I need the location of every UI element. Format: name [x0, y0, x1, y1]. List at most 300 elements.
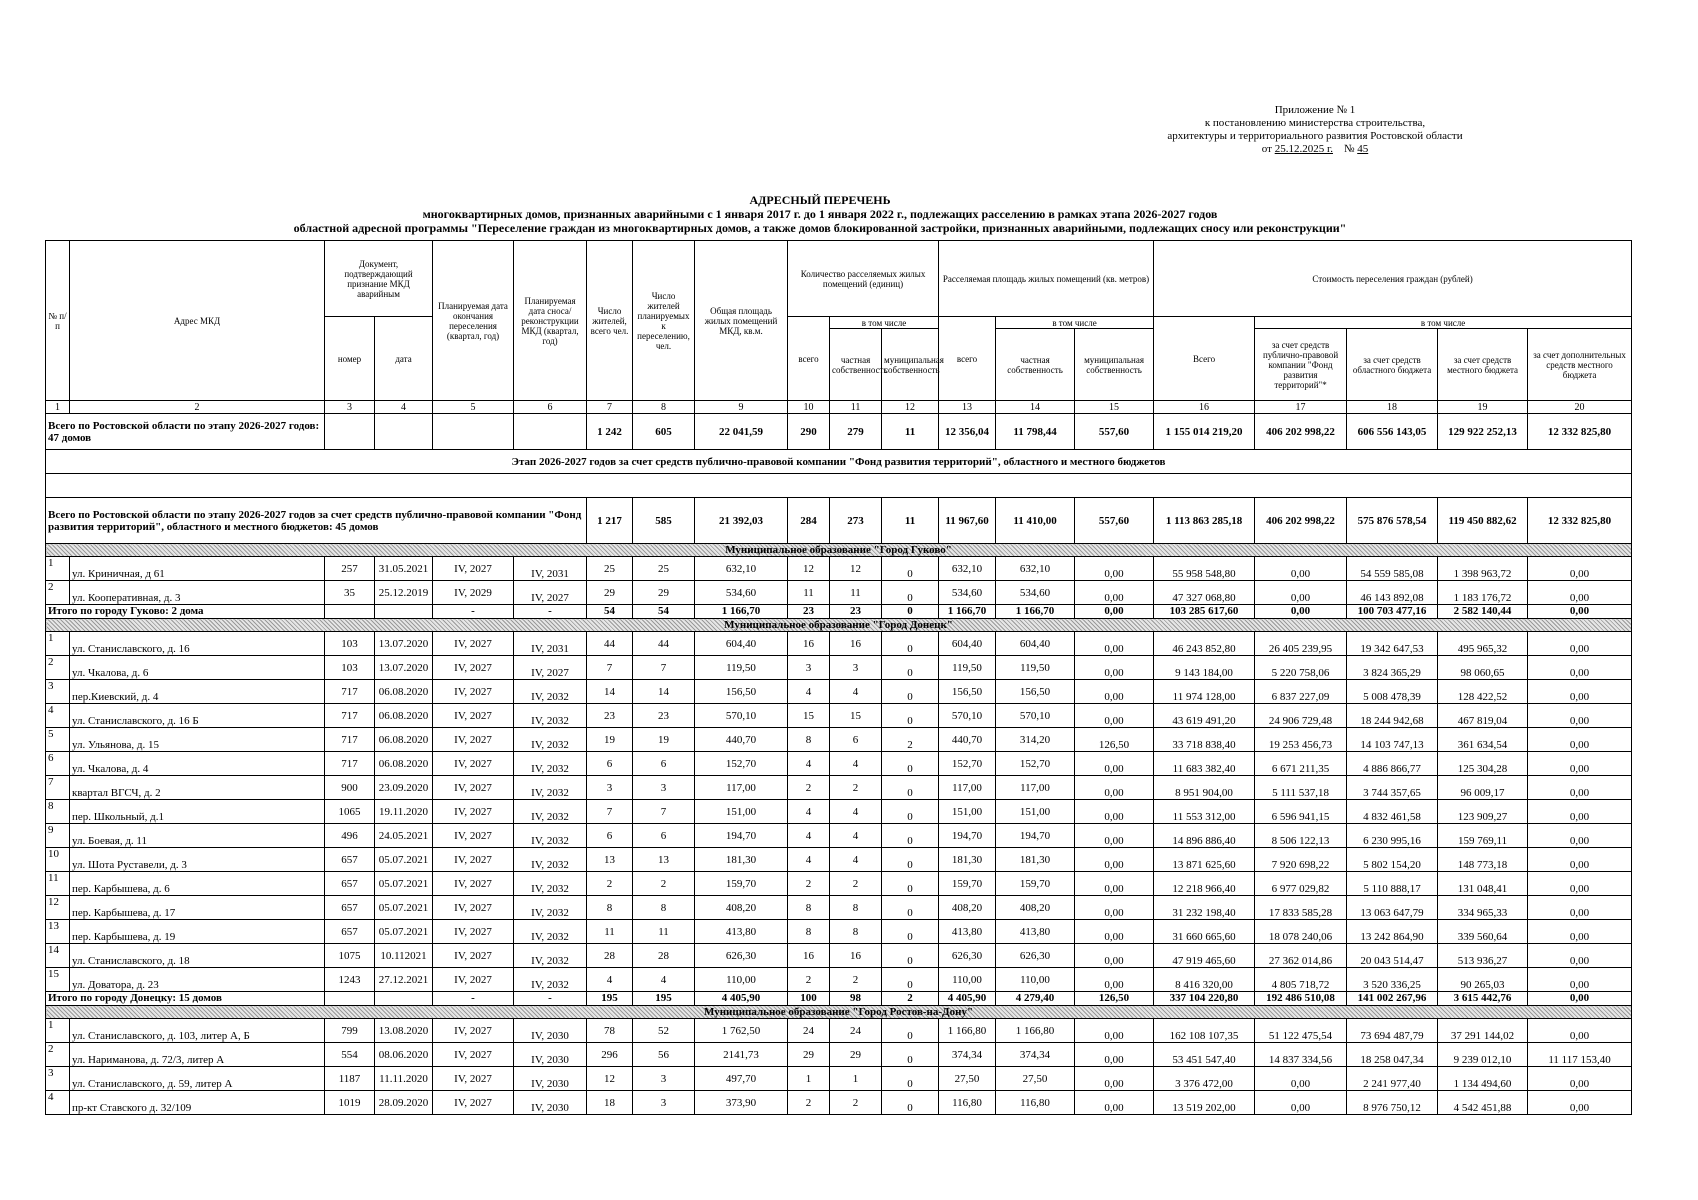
table-cell: 0,00: [1255, 1091, 1347, 1115]
header-area: Расселяемая площадь жилых помещений (кв. метров): [939, 241, 1154, 317]
table-cell: 799: [325, 1019, 375, 1043]
table-cell: 0,00: [1075, 1019, 1154, 1043]
subtotal-value: 195: [587, 992, 633, 1006]
table-cell: 900: [325, 776, 375, 800]
subtotal-value: [375, 992, 433, 1006]
table-cell: 103: [325, 656, 375, 680]
appendix-line3: архитектуры и территориального развития Ростовской области: [1167, 130, 1463, 142]
column-number: 1: [46, 401, 70, 414]
table-cell: 0,00: [1255, 1067, 1347, 1091]
subtotal-value: -: [433, 992, 514, 1006]
row-address: ул. Кооперативная, д. 3: [70, 581, 325, 605]
table-cell: IV, 2027: [433, 776, 514, 800]
table-cell: 604,40: [939, 632, 996, 656]
header-address: Адрес МКД: [70, 241, 325, 401]
table-cell: 19 253 456,73: [1255, 728, 1347, 752]
table-cell: 408,20: [695, 896, 788, 920]
table-cell: IV, 2027: [433, 800, 514, 824]
table-cell: 46 143 892,08: [1347, 581, 1438, 605]
table-cell: 151,00: [996, 800, 1075, 824]
table-cell: 159,70: [939, 872, 996, 896]
column-number: 20: [1528, 401, 1632, 414]
header-area-municipal: муниципальная собственность: [1075, 329, 1154, 401]
table-cell: 27.12.2021: [375, 968, 433, 992]
table-cell: 11: [587, 920, 633, 944]
table-cell: 4 832 461,58: [1347, 800, 1438, 824]
subtotal-value: 4 279,40: [996, 992, 1075, 1006]
table-cell: 2: [633, 872, 695, 896]
table-cell: 55 958 548,80: [1154, 557, 1255, 581]
table-cell: 16: [788, 944, 830, 968]
table-cell: 0,00: [1528, 557, 1632, 581]
subtotal-value: 0: [882, 605, 939, 619]
table-cell: 0,00: [1528, 968, 1632, 992]
table-cell: IV, 2027: [433, 752, 514, 776]
table-cell: 11: [830, 581, 882, 605]
table-cell: 0: [882, 704, 939, 728]
column-number: 16: [1154, 401, 1255, 414]
table-cell: 24.05.2021: [375, 824, 433, 848]
table-cell: 14 103 747,13: [1347, 728, 1438, 752]
column-number: 3: [325, 401, 375, 414]
table-cell: 181,30: [695, 848, 788, 872]
table-row: [46, 1019, 1632, 1043]
table-cell: 23: [633, 704, 695, 728]
table-cell: 125 304,28: [1438, 752, 1528, 776]
table-cell: 2: [882, 728, 939, 752]
table-cell: 8: [788, 920, 830, 944]
table-cell: 6 837 227,09: [1255, 680, 1347, 704]
table-cell: 1 183 176,72: [1438, 581, 1528, 605]
table-cell: 4: [788, 800, 830, 824]
table-cell: 1075: [325, 944, 375, 968]
stage-title: Этап 2026-2027 годов за счет средств публично-правовой компании "Фонд развития территорий", областного и местного бюджетов: [46, 450, 1632, 474]
table-cell: 96 009,17: [1438, 776, 1528, 800]
table-cell: 3: [788, 656, 830, 680]
table-cell: 103: [325, 632, 375, 656]
table-cell: 0: [882, 920, 939, 944]
table-cell: 657: [325, 872, 375, 896]
table-cell: 7 920 698,22: [1255, 848, 1347, 872]
row-address: ул. Станиславского, д. 18: [70, 944, 325, 968]
subtotal-value: 4 405,90: [939, 992, 996, 1006]
table-cell: 17 833 585,28: [1255, 896, 1347, 920]
table-cell: 29: [633, 581, 695, 605]
table-cell: 657: [325, 896, 375, 920]
table-cell: IV, 2032: [514, 752, 587, 776]
table-cell: 12: [587, 1067, 633, 1091]
subtotal-value: 0,00: [1528, 605, 1632, 619]
table-cell: 8: [633, 896, 695, 920]
appendix-line1: Приложение № 1: [1274, 104, 1356, 116]
table-cell: 24: [830, 1019, 882, 1043]
subtotal-value: 195: [633, 992, 695, 1006]
header-rooms-incl: в том числе: [830, 317, 939, 329]
table-cell: 440,70: [695, 728, 788, 752]
table-cell: 626,30: [695, 944, 788, 968]
table-cell: 9 143 184,00: [1154, 656, 1255, 680]
table-cell: 54 559 585,08: [1347, 557, 1438, 581]
table-cell: 570,10: [695, 704, 788, 728]
table-cell: 52: [633, 1019, 695, 1043]
stage-total-value: 557,60: [1075, 498, 1154, 544]
row-address: ул. Ульянова, д. 15: [70, 728, 325, 752]
table-cell: 632,10: [695, 557, 788, 581]
table-cell: 13.08.2020: [375, 1019, 433, 1043]
subtotal-value: [375, 605, 433, 619]
table-cell: IV, 2031: [514, 632, 587, 656]
table-cell: 181,30: [996, 848, 1075, 872]
table-row: [46, 728, 1632, 752]
table-cell: 1: [830, 1067, 882, 1091]
stage-total-value: 575 876 578,54: [1347, 498, 1438, 544]
table-cell: 1 166,80: [996, 1019, 1075, 1043]
table-cell: 152,70: [996, 752, 1075, 776]
row-number: 2: [46, 1043, 70, 1067]
row-number: 13: [46, 920, 70, 944]
table-cell: 8 951 904,00: [1154, 776, 1255, 800]
table-cell: 1 134 494,60: [1438, 1067, 1528, 1091]
table-cell: 0,00: [1528, 656, 1632, 680]
table-row: [46, 872, 1632, 896]
table-cell: 0,00: [1075, 776, 1154, 800]
subtotal-value: 2: [882, 992, 939, 1006]
table-cell: 0,00: [1075, 944, 1154, 968]
table-cell: 0: [882, 581, 939, 605]
table-cell: 4: [830, 680, 882, 704]
grand-total-label: Всего по Ростовской области по этапу 2026-2027 годов: 47 домов: [46, 414, 325, 450]
table-cell: 0: [882, 752, 939, 776]
table-cell: 19.11.2020: [375, 800, 433, 824]
table-cell: 18 244 942,68: [1347, 704, 1438, 728]
row-number: 1: [46, 557, 70, 581]
table-cell: 4: [788, 824, 830, 848]
table-cell: IV, 2032: [514, 728, 587, 752]
row-number: 4: [46, 704, 70, 728]
table-cell: 657: [325, 920, 375, 944]
table-cell: 0: [882, 896, 939, 920]
table-row: [46, 752, 1632, 776]
table-cell: 12: [788, 557, 830, 581]
table-cell: IV, 2032: [514, 944, 587, 968]
table-cell: 123 909,27: [1438, 800, 1528, 824]
table-cell: 2: [788, 968, 830, 992]
table-cell: 31.05.2021: [375, 557, 433, 581]
table-cell: 0,00: [1528, 848, 1632, 872]
table-cell: 0,00: [1528, 704, 1632, 728]
table-row: [46, 776, 1632, 800]
table-cell: 0: [882, 848, 939, 872]
column-number: 2: [70, 401, 325, 414]
row-address: ул. Чкалова, д. 4: [70, 752, 325, 776]
table-cell: 16: [830, 944, 882, 968]
column-number: 7: [587, 401, 633, 414]
table-cell: IV, 2027: [433, 1091, 514, 1115]
table-cell: 14 896 886,40: [1154, 824, 1255, 848]
table-cell: IV, 2027: [433, 896, 514, 920]
table-cell: 4 542 451,88: [1438, 1091, 1528, 1115]
table-cell: 5 110 888,17: [1347, 872, 1438, 896]
table-cell: 8: [830, 896, 882, 920]
table-cell: IV, 2027: [433, 944, 514, 968]
table-cell: 9 239 012,10: [1438, 1043, 1528, 1067]
table-cell: 0: [882, 944, 939, 968]
title-line1: АДРЕСНЫЙ ПЕРЕЧЕНЬ: [749, 193, 891, 207]
table-row: [46, 656, 1632, 680]
table-cell: 0,00: [1075, 581, 1154, 605]
table-cell: IV, 2032: [514, 776, 587, 800]
row-address: ул. Криничная, д 61: [70, 557, 325, 581]
table-cell: 6 230 995,16: [1347, 824, 1438, 848]
grand-total-value: 406 202 998,22: [1255, 414, 1347, 450]
row-number: 7: [46, 776, 70, 800]
grand-total-value: 279: [830, 414, 882, 450]
table-cell: 13 519 202,00: [1154, 1091, 1255, 1115]
table-cell: 3 520 336,25: [1347, 968, 1438, 992]
table-cell: 3: [830, 656, 882, 680]
table-cell: 11: [788, 581, 830, 605]
table-cell: 0,00: [1075, 632, 1154, 656]
column-number: 14: [996, 401, 1075, 414]
row-number: 5: [46, 728, 70, 752]
table-cell: 18 258 047,34: [1347, 1043, 1438, 1067]
table-cell: 0: [882, 1019, 939, 1043]
table-cell: 162 108 107,35: [1154, 1019, 1255, 1043]
table-cell: 0,00: [1075, 848, 1154, 872]
table-cell: 10.112021: [375, 944, 433, 968]
table-cell: 117,00: [939, 776, 996, 800]
table-cell: 0: [882, 1043, 939, 1067]
table-cell: 131 048,41: [1438, 872, 1528, 896]
subtotal-value: 337 104 220,80: [1154, 992, 1255, 1006]
spacer-row: [46, 474, 1632, 498]
table-cell: 44: [633, 632, 695, 656]
table-cell: 1243: [325, 968, 375, 992]
table-cell: IV, 2027: [433, 920, 514, 944]
column-number: 10: [788, 401, 830, 414]
table-cell: IV, 2030: [514, 1019, 587, 1043]
row-address: пер. Карбышева, д. 19: [70, 920, 325, 944]
subtotal-value: -: [514, 605, 587, 619]
table-cell: 467 819,04: [1438, 704, 1528, 728]
table-row: [46, 920, 1632, 944]
subtotal-value: 1 166,70: [695, 605, 788, 619]
table-cell: 28: [633, 944, 695, 968]
subtotal-value: 141 002 267,96: [1347, 992, 1438, 1006]
row-address: ул. Шота Руставели, д. 3: [70, 848, 325, 872]
table-cell: 0,00: [1075, 1091, 1154, 1115]
table-cell: 0,00: [1528, 920, 1632, 944]
table-cell: 0,00: [1255, 581, 1347, 605]
subtotal-label: Итого по городу Гуково: 2 дома: [46, 605, 325, 619]
table-cell: 98 060,65: [1438, 656, 1528, 680]
subtotal-value: 1 166,70: [996, 605, 1075, 619]
table-cell: 73 694 487,79: [1347, 1019, 1438, 1043]
table-cell: IV, 2027: [433, 824, 514, 848]
header-area-private: частная собственность: [996, 329, 1075, 401]
grand-total-value: 22 041,59: [695, 414, 788, 450]
table-body: [46, 401, 1632, 1115]
stage-total-value: 284: [788, 498, 830, 544]
table-cell: 11 553 312,00: [1154, 800, 1255, 824]
table-cell: 31 660 665,60: [1154, 920, 1255, 944]
header-area-incl: в том числе: [996, 317, 1154, 329]
table-cell: 119,50: [695, 656, 788, 680]
table-cell: 2 241 977,40: [1347, 1067, 1438, 1091]
table-cell: 2: [830, 872, 882, 896]
column-number: 13: [939, 401, 996, 414]
table-row: [46, 800, 1632, 824]
table-cell: 0: [882, 968, 939, 992]
table-row: [46, 581, 1632, 605]
table-cell: 257: [325, 557, 375, 581]
table-cell: 1019: [325, 1091, 375, 1115]
table-cell: 13: [633, 848, 695, 872]
table-cell: 19 342 647,53: [1347, 632, 1438, 656]
table-row: [46, 1067, 1632, 1091]
table-cell: 20 043 514,47: [1347, 944, 1438, 968]
row-number: 2: [46, 581, 70, 605]
subtotal-value: 23: [788, 605, 830, 619]
row-address: ул. Нариманова, д. 72/3, литер А: [70, 1043, 325, 1067]
table-cell: 534,60: [996, 581, 1075, 605]
table-cell: IV, 2029: [433, 581, 514, 605]
grand-total-empty: [514, 414, 587, 450]
table-cell: IV, 2027: [433, 632, 514, 656]
table-cell: 1 398 963,72: [1438, 557, 1528, 581]
table-cell: 151,00: [939, 800, 996, 824]
table-cell: 8: [788, 896, 830, 920]
subtotal-value: 0,00: [1528, 992, 1632, 1006]
municipality-header-row: [46, 544, 1632, 557]
table-cell: 16: [788, 632, 830, 656]
table-cell: 6: [633, 824, 695, 848]
table-cell: 373,90: [695, 1091, 788, 1115]
municipality-name: Муниципальное образование "Город Гуково": [46, 544, 1632, 557]
table-cell: 116,80: [996, 1091, 1075, 1115]
table-cell: 570,10: [996, 704, 1075, 728]
table-cell: 7: [587, 656, 633, 680]
table-cell: 06.08.2020: [375, 728, 433, 752]
table-cell: 0: [882, 800, 939, 824]
appendix-date-line: [1150, 143, 1480, 156]
table-cell: IV, 2032: [514, 968, 587, 992]
table-cell: IV, 2027: [514, 581, 587, 605]
table-cell: 5 111 537,18: [1255, 776, 1347, 800]
header-resettle-end: Планируемая дата окончания переселения (квартал, год): [433, 241, 514, 401]
table-cell: 16: [830, 632, 882, 656]
table-cell: 0,00: [1075, 800, 1154, 824]
table-cell: 0,00: [1075, 1043, 1154, 1067]
column-number: 9: [695, 401, 788, 414]
table-cell: 0,00: [1528, 944, 1632, 968]
stage-total-value: 21 392,03: [695, 498, 788, 544]
table-cell: 0,00: [1075, 557, 1154, 581]
table-cell: 24 906 729,48: [1255, 704, 1347, 728]
row-address: пер. Карбышева, д. 17: [70, 896, 325, 920]
table-cell: 413,80: [695, 920, 788, 944]
header-rooms-municipal: муниципальная собственность: [882, 329, 939, 401]
table-cell: 159,70: [695, 872, 788, 896]
table-cell: IV, 2031: [514, 557, 587, 581]
table-cell: 27,50: [939, 1067, 996, 1091]
row-number: 9: [46, 824, 70, 848]
row-number: 3: [46, 680, 70, 704]
table-cell: 374,34: [996, 1043, 1075, 1067]
row-address: ул. Доватора, д. 23: [70, 968, 325, 992]
table-cell: 0: [882, 824, 939, 848]
table-cell: 159 769,11: [1438, 824, 1528, 848]
table-cell: 3 824 365,29: [1347, 656, 1438, 680]
table-cell: 11 974 128,00: [1154, 680, 1255, 704]
row-number: 2: [46, 656, 70, 680]
municipality-header-row: [46, 619, 1632, 632]
table-cell: 47 327 068,80: [1154, 581, 1255, 605]
table-cell: IV, 2030: [514, 1067, 587, 1091]
table-cell: 56: [633, 1043, 695, 1067]
table-cell: 534,60: [939, 581, 996, 605]
table-cell: 27 362 014,86: [1255, 944, 1347, 968]
grand-total-value: 606 556 143,05: [1347, 414, 1438, 450]
table-cell: 156,50: [695, 680, 788, 704]
table-row: [46, 968, 1632, 992]
table-cell: 194,70: [939, 824, 996, 848]
header-document: Документ, подтверждающий признание МКД аварийным: [325, 241, 433, 317]
column-number-row: [46, 401, 1632, 414]
table-cell: 1: [788, 1067, 830, 1091]
subtotal-value: [325, 605, 375, 619]
column-number: 4: [375, 401, 433, 414]
table-row: [46, 848, 1632, 872]
table-cell: 152,70: [939, 752, 996, 776]
table-cell: 23: [587, 704, 633, 728]
table-cell: 1 166,80: [939, 1019, 996, 1043]
table-row: [46, 824, 1632, 848]
table-cell: 3 744 357,65: [1347, 776, 1438, 800]
header-area-total: Общая площадь жилых помещений МКД, кв.м.: [695, 241, 788, 401]
appendix-num-prefix: №: [1343, 143, 1355, 155]
row-address: ул. Станиславского, д. 16 Б: [70, 704, 325, 728]
grand-total-value: 129 922 252,13: [1438, 414, 1528, 450]
table-cell: 717: [325, 680, 375, 704]
stage-total-value: 273: [830, 498, 882, 544]
table-cell: 151,00: [695, 800, 788, 824]
grand-total-value: 11 798,44: [996, 414, 1075, 450]
table-cell: 78: [587, 1019, 633, 1043]
table-cell: 4: [587, 968, 633, 992]
table-cell: 29: [788, 1043, 830, 1067]
table-cell: 13 063 647,79: [1347, 896, 1438, 920]
table-cell: 05.07.2021: [375, 896, 433, 920]
header-rooms: Количество расселяемых жилых помещений (единиц): [788, 241, 939, 317]
table-cell: 0,00: [1528, 896, 1632, 920]
table-cell: IV, 2027: [433, 872, 514, 896]
stage-total-value: 585: [633, 498, 695, 544]
stage-total-value: 1 113 863 285,18: [1154, 498, 1255, 544]
table-cell: 0,00: [1528, 680, 1632, 704]
table-cell: 2141,73: [695, 1043, 788, 1067]
table-cell: 0,00: [1075, 920, 1154, 944]
header-cost-local: за счет средств местного бюджета: [1438, 329, 1528, 401]
column-number: 19: [1438, 401, 1528, 414]
table-cell: 0,00: [1075, 680, 1154, 704]
table-cell: 0,00: [1528, 1091, 1632, 1115]
stage-total-value: 406 202 998,22: [1255, 498, 1347, 544]
table-cell: 296: [587, 1043, 633, 1067]
table-cell: 152,70: [695, 752, 788, 776]
table-cell: 35: [325, 581, 375, 605]
table-cell: 15: [788, 704, 830, 728]
